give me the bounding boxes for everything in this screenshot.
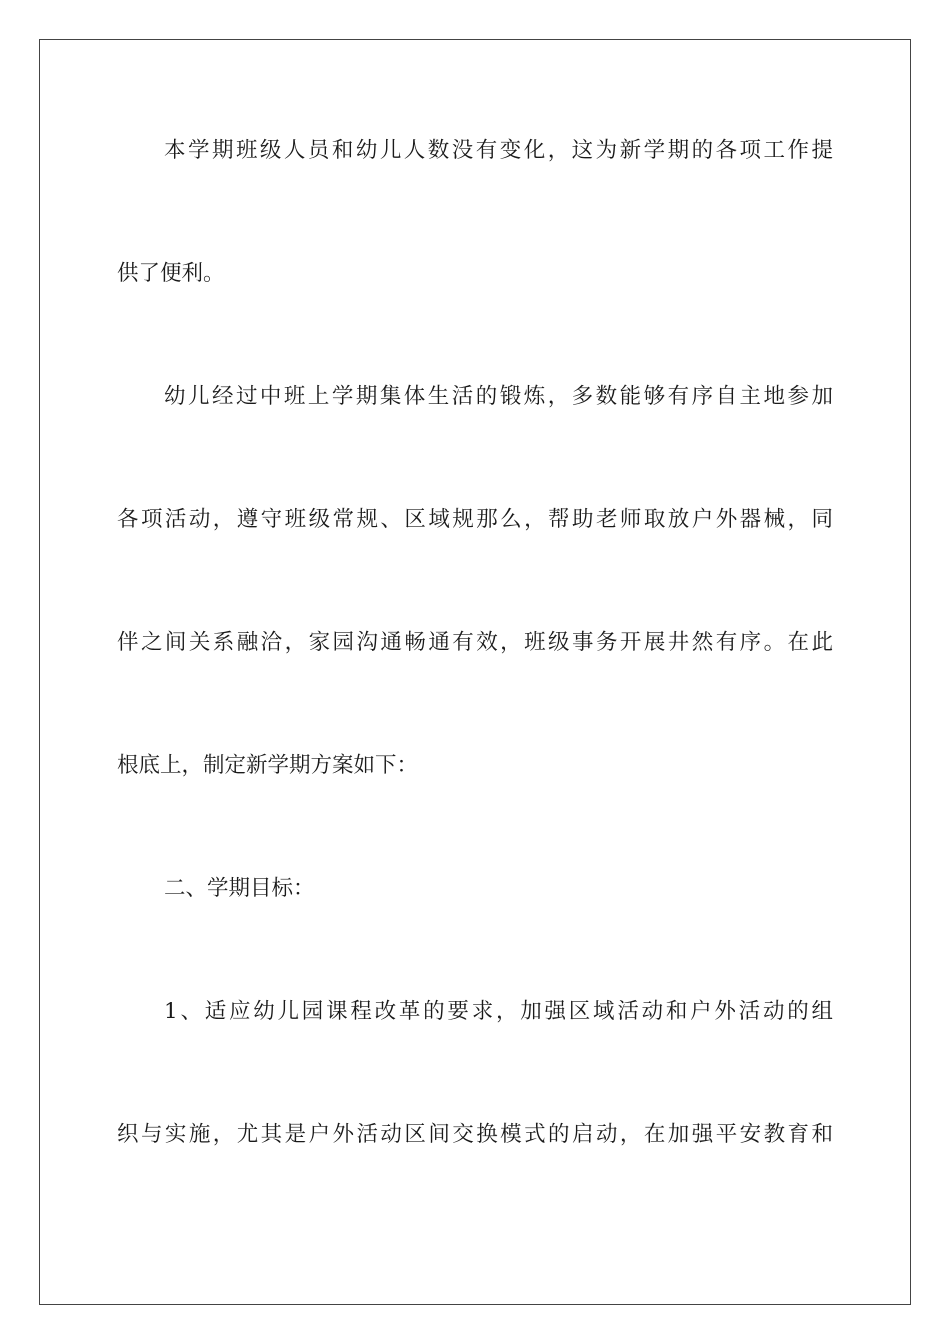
paragraph-2-line-1: 幼儿经过中班上学期集体生活的锻炼，多数能够有序自主地参加	[164, 384, 833, 409]
paragraph-2-line-3: 伴之间关系融洽，家园沟通畅通有效，班级事务开展井然有序。在此	[117, 630, 833, 655]
paragraph-3-line-2: 织与实施，尤其是户外活动区间交换模式的启动，在加强平安教育和	[117, 1122, 833, 1147]
paragraph-2-line-2: 各项活动，遵守班级常规、区域规那么，帮助老师取放户外器械，同	[117, 507, 833, 532]
section-heading: 二、学期目标：	[164, 876, 315, 901]
paragraph-3-line-1: 1、适应幼儿园课程改革的要求，加强区域活动和户外活动的组	[164, 999, 833, 1024]
paragraph-1-line-2: 供了便利。	[117, 261, 225, 286]
paragraph-2-line-4: 根底上，制定新学期方案如下：	[117, 753, 419, 778]
page-border	[39, 39, 911, 1305]
paragraph-1-line-1: 本学期班级人员和幼儿人数没有变化，这为新学期的各项工作提	[164, 138, 833, 163]
